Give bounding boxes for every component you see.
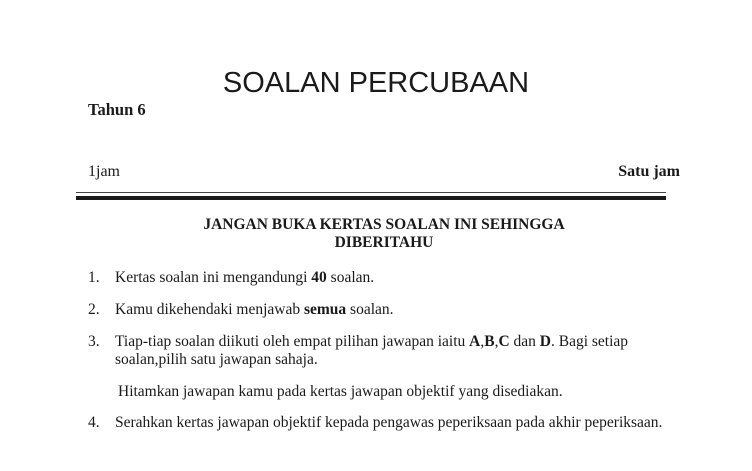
instruction-text — [115, 269, 688, 287]
option-b-label: B — [484, 333, 495, 350]
answer-note: Hitamkan jawapan kamu pada kertas jawapan objektif yang disediakan. — [118, 383, 563, 400]
instruction-number: 2. — [88, 301, 100, 318]
instruction-text-part: . Bagi setiap soalan,pilih satu jawapan sahaja. — [115, 333, 629, 368]
warning-line-1: JANGAN BUKA KERTAS SOALAN INI SEHINGGA — [203, 216, 565, 233]
instruction-emphasis: 40 — [311, 269, 327, 286]
duration-short: 1jam — [88, 163, 120, 180]
year-label: Tahun 6 — [88, 100, 146, 119]
instruction-text: Serahkan kertas jawapan objektif kepada pengawas peperiksaan pada akhir peperiksaan. — [115, 414, 663, 431]
divider-thin — [76, 192, 666, 193]
warning-heading — [150, 216, 618, 252]
instruction-item-4 — [88, 414, 708, 432]
warning-line-2: DIBERITAHU — [334, 234, 434, 251]
instruction-text-part: Tiap-tiap soalan diikuti oleh empat pilihan jawapan iaitu — [115, 333, 470, 350]
instruction-emphasis: semua — [303, 301, 347, 318]
instruction-item-2 — [88, 301, 688, 319]
instruction-text-part: dan — [509, 333, 540, 350]
instruction-item-3 — [88, 333, 678, 369]
instruction-text-part: , — [494, 333, 499, 350]
instruction-text — [115, 333, 678, 369]
option-a-label: A — [469, 333, 481, 350]
instruction-text — [115, 301, 688, 319]
instruction-text-part: , — [480, 333, 485, 350]
page-title: SOALAN PERCUBAAN — [222, 67, 530, 99]
instruction-text-part: Kertas soalan ini mengandungi — [115, 269, 312, 286]
instruction-item-1 — [88, 269, 688, 287]
instruction-text-part: soalan. — [326, 269, 375, 286]
divider-thick — [76, 196, 666, 200]
instruction-number: 4. — [88, 414, 100, 431]
duration-long: Satu jam — [618, 163, 680, 180]
instruction-number: 1. — [88, 269, 100, 286]
instruction-number: 3. — [88, 333, 100, 350]
instruction-text-part: soalan. — [346, 301, 394, 318]
option-d-label: D — [539, 333, 551, 350]
instruction-text-part: Kamu dikehendaki menjawab — [115, 301, 304, 318]
option-c-label: C — [498, 333, 510, 350]
